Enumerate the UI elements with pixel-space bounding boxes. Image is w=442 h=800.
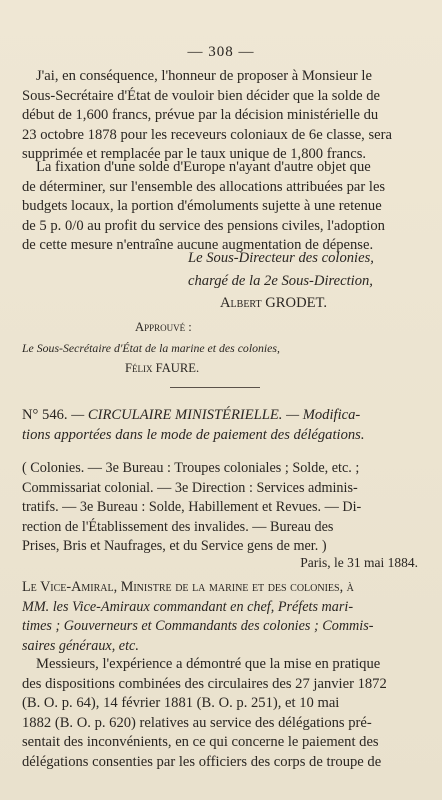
- address-line: MM. les Vice-Amiraux commandant en chef, Préfets mari-: [22, 598, 354, 615]
- page-number: — 308 —: [187, 44, 255, 60]
- body-line: 1882 (B. O. p. 620) relatives au service des délégations pré-: [22, 714, 372, 731]
- signature-block: [188, 249, 418, 314]
- body-line: des dispositions combinées des circulaires des 27 janvier 1872: [22, 675, 387, 692]
- approval-name: Félix FAURE.: [125, 361, 200, 375]
- paragraph-1: [22, 67, 418, 165]
- body-line: Messieurs, l'expérience a démontré que la mise en pratique: [36, 656, 381, 672]
- routing-line: Prises, Bris et Naufrages, et du Service gens de mer. ): [22, 538, 327, 555]
- circular-date: Paris, le 31 mai 1884.: [300, 555, 418, 570]
- routing-line: tratifs. — 3e Bureau : Solde, Habillement et Revues. — Di-: [22, 499, 362, 516]
- circular-title-line: — CIRCULAIRE MINISTÉRIELLE. — Modifica-: [71, 407, 361, 423]
- approval-block: [22, 318, 418, 377]
- address-line: times ; Gouverneurs et Commandants des colonies ; Commis-: [22, 618, 374, 635]
- approval-title: Le Sous-Secrétaire d'État de la marine et des colonies,: [22, 341, 280, 355]
- circular-title-line: tions apportées dans le mode de paiement des délégations.: [22, 426, 365, 443]
- body-line: sentait des inconvénients, en ce qui concerne le paiement des: [22, 734, 379, 751]
- routing-line: Commissariat colonial. — 3e Direction : Services adminis-: [22, 479, 358, 496]
- body-line: (B. O. p. 64), 14 février 1881 (B. O. p. 251), et 10 mai: [22, 695, 340, 712]
- signature-title-1: Le Sous-Directeur des colonies,: [188, 250, 374, 266]
- paragraph-2: [22, 158, 418, 256]
- signature-title-2: chargé de la 2e Sous-Direction,: [188, 272, 373, 289]
- circular-body: [22, 655, 418, 773]
- paragraph-1-line: 23 octobre 1878 pour les receveurs coloniaux de 6e classe, sera: [22, 126, 392, 143]
- address-block: [22, 578, 418, 656]
- address-line: Le Vice-Amiral, Ministre de la marine et des colonies, à: [22, 579, 354, 595]
- paragraph-2-line: La fixation d'une solde d'Europe n'ayant d'autre objet que: [36, 159, 371, 175]
- paragraph-2-line: de déterminer, sur l'ensemble des allocations attribuées par les: [22, 178, 386, 195]
- routing-line: rection de l'Établissement des invalides. — Bureau des: [22, 518, 334, 535]
- routing-block: [22, 459, 418, 557]
- address-line: saires généraux, etc.: [22, 637, 139, 654]
- signature-name: Albert GRODET.: [220, 295, 327, 312]
- circular-number: N° 546.: [22, 407, 68, 423]
- section-divider: [170, 387, 260, 388]
- paragraph-1-line: J'ai, en conséquence, l'honneur de proposer à Monsieur le: [36, 68, 372, 84]
- paragraph-1-line: Sous-Secrétaire d'État de vouloir bien décider que la solde de: [22, 87, 381, 104]
- circular-heading: [22, 406, 418, 445]
- paragraph-2-line: budgets locaux, la portion d'émoluments sujette à une retenue: [22, 198, 382, 215]
- paragraph-2-line: de 5 p. 0/0 au profit du service des pensions civiles, l'adoption: [22, 217, 385, 234]
- routing-line: ( Colonies. — 3e Bureau : Troupes coloniales ; Solde, etc. ;: [22, 460, 360, 476]
- paragraph-1-line: début de 1,600 francs, prévue par la décision ministérielle du: [22, 107, 379, 124]
- approval-label: Approuvé :: [135, 320, 192, 334]
- paragraph-1-line: supprimée et remplacée par le taux unique de 1,800 francs.: [22, 146, 367, 163]
- body-line: délégations consenties par les officiers des corps de troupe de: [22, 753, 382, 770]
- paragraph-2-line: de cette mesure n'entraîne aucune augmentation de dépense.: [22, 237, 374, 254]
